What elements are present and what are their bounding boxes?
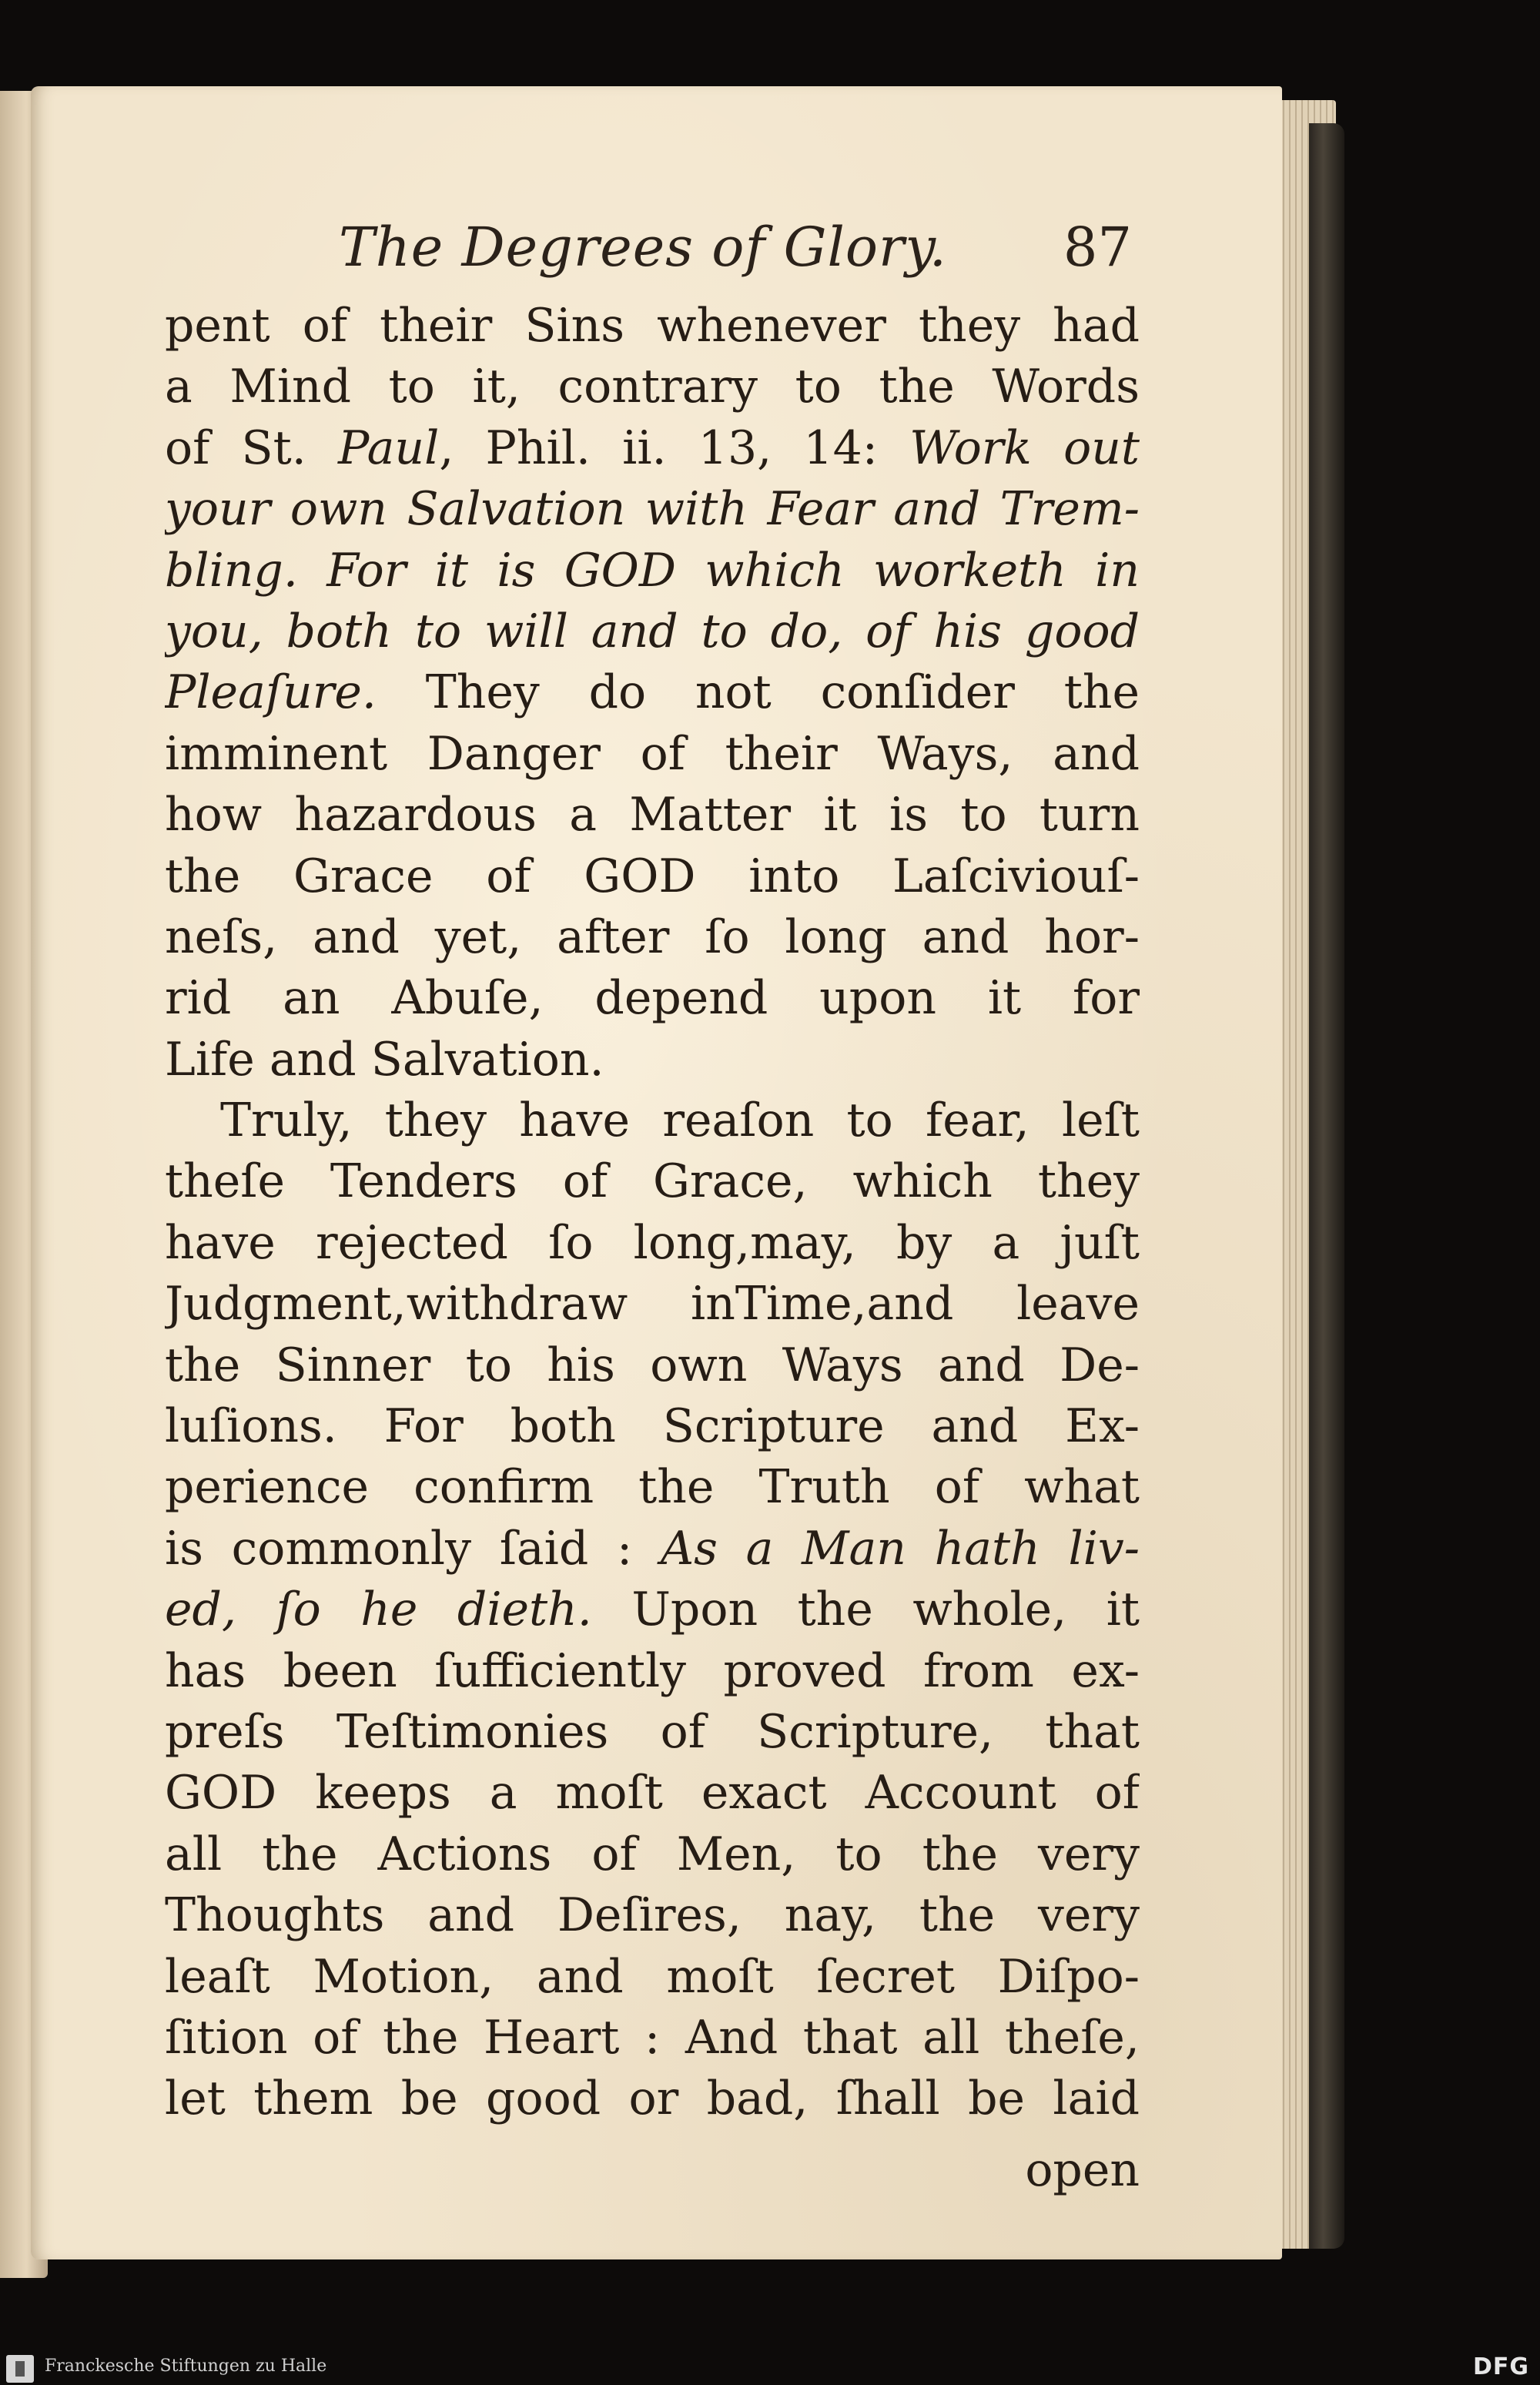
text-run: GOD keeps a moſt exact Account of — [165, 1766, 1140, 1821]
text-run: is commonly ſaid : — [165, 1521, 661, 1576]
text-run: Upon the whole, it — [591, 1583, 1140, 1637]
text-line — [165, 907, 1140, 968]
text-line — [165, 1396, 1140, 1457]
text-line — [165, 1641, 1140, 1702]
text-run: theſe Tenders of Grace, which they — [165, 1154, 1140, 1209]
institution-logo-icon — [6, 2355, 34, 2383]
text-run: ſition of the Heart : And that all theſe, — [165, 2010, 1140, 2065]
text-line — [165, 1030, 1140, 1090]
text-line — [165, 1213, 1140, 1274]
text-line — [165, 1151, 1140, 1212]
italic-text-run: Pleaſure. — [165, 665, 377, 720]
text-line — [165, 357, 1140, 417]
text-line — [165, 1763, 1140, 1824]
footer-institution: Franckesche Stiftungen zu Halle — [45, 2357, 327, 2376]
footer-dfg-logo: DFG — [1472, 2353, 1529, 2380]
text-line — [165, 2008, 1140, 2068]
page-number: 87 — [1063, 216, 1132, 279]
text-line — [165, 724, 1140, 785]
italic-text-run: bling. For it is GOD which worketh in — [165, 543, 1140, 598]
text-run: neſs, and yet, after ſo long and hor- — [165, 909, 1140, 964]
body-text — [165, 296, 1140, 2197]
text-run: Life and Salvation. — [165, 1032, 604, 1087]
text-run: rid an Abuſe, depend upon it for — [165, 971, 1140, 1026]
text-run: preſs Teſtimonies of Scripture, that — [165, 1704, 1140, 1759]
text-run: a Mind to it, contrary to the Words — [165, 360, 1140, 414]
text-line — [165, 1274, 1140, 1335]
text-line — [165, 785, 1140, 846]
text-line — [165, 601, 1140, 662]
text-run: let them be good or bad, ſhall be laid — [165, 2072, 1140, 2126]
text-run: luſions. For both Scripture and Ex- — [165, 1399, 1140, 1454]
footer-bar — [0, 2350, 1540, 2385]
book-cover-edge — [1309, 123, 1344, 2249]
text-line — [165, 1947, 1140, 2008]
text-run: Truly, they have reaſon to fear, leſt — [220, 1094, 1140, 1148]
text-line — [165, 479, 1140, 540]
text-run: perience confirm the Truth of what — [165, 1460, 1140, 1515]
text-line — [165, 1702, 1140, 1763]
text-run: the Grace of GOD into Laſciviouſ- — [165, 849, 1140, 903]
text-run: imminent Danger of their Ways, and — [165, 726, 1140, 781]
running-head — [339, 205, 1132, 290]
text-line — [165, 1090, 1140, 1151]
text-run: leaſt Motion, and moſt ſecret Diſpo- — [165, 1949, 1140, 2004]
text-line — [165, 1519, 1140, 1579]
italic-text-run: As a Man hath liv- — [660, 1521, 1140, 1576]
text-line — [165, 541, 1140, 601]
text-line — [165, 296, 1140, 357]
italic-text-run: Paul — [337, 420, 440, 475]
text-run: has been ſufficiently proved from ex- — [165, 1643, 1140, 1698]
italic-text-run: you, both to will and to do, of his good — [165, 604, 1140, 658]
text-line — [165, 1335, 1140, 1396]
text-line — [165, 968, 1140, 1029]
text-run: pent of their Sins whenever they had — [165, 299, 1140, 353]
text-run: have rejected ſo long,may, by a juſt — [165, 1215, 1140, 1270]
catchword: open — [1025, 2142, 1140, 2197]
text-line — [165, 662, 1140, 723]
text-run: the Sinner to his own Ways and De- — [165, 1338, 1140, 1392]
text-run: , Phil. ii. 13, 14: — [439, 420, 910, 475]
text-line — [165, 1457, 1140, 1518]
text-run: Thoughts and Deſires, nay, the very — [165, 1888, 1140, 1943]
italic-text-run: Work out — [909, 420, 1140, 475]
italic-text-run: ed, ſo he dieth. — [165, 1583, 592, 1637]
text-run: all the Actions of Men, to the very — [165, 1827, 1140, 1881]
text-line — [165, 418, 1140, 479]
text-run: Judgment,withdraw inTime,and leave — [165, 1277, 1140, 1332]
text-run: how hazardous a Matter it is to turn — [165, 788, 1140, 842]
italic-text-run: your own Salvation with Fear and Trem- — [165, 482, 1140, 537]
text-run: of St. — [165, 420, 338, 475]
text-line — [165, 1579, 1140, 1640]
text-line — [165, 846, 1140, 907]
text-line — [165, 2068, 1140, 2129]
text-run: They do not conſider the — [376, 665, 1140, 720]
text-line — [165, 1885, 1140, 1946]
text-line — [165, 1824, 1140, 1885]
running-head-title: The Degrees of Glory. — [339, 216, 948, 279]
